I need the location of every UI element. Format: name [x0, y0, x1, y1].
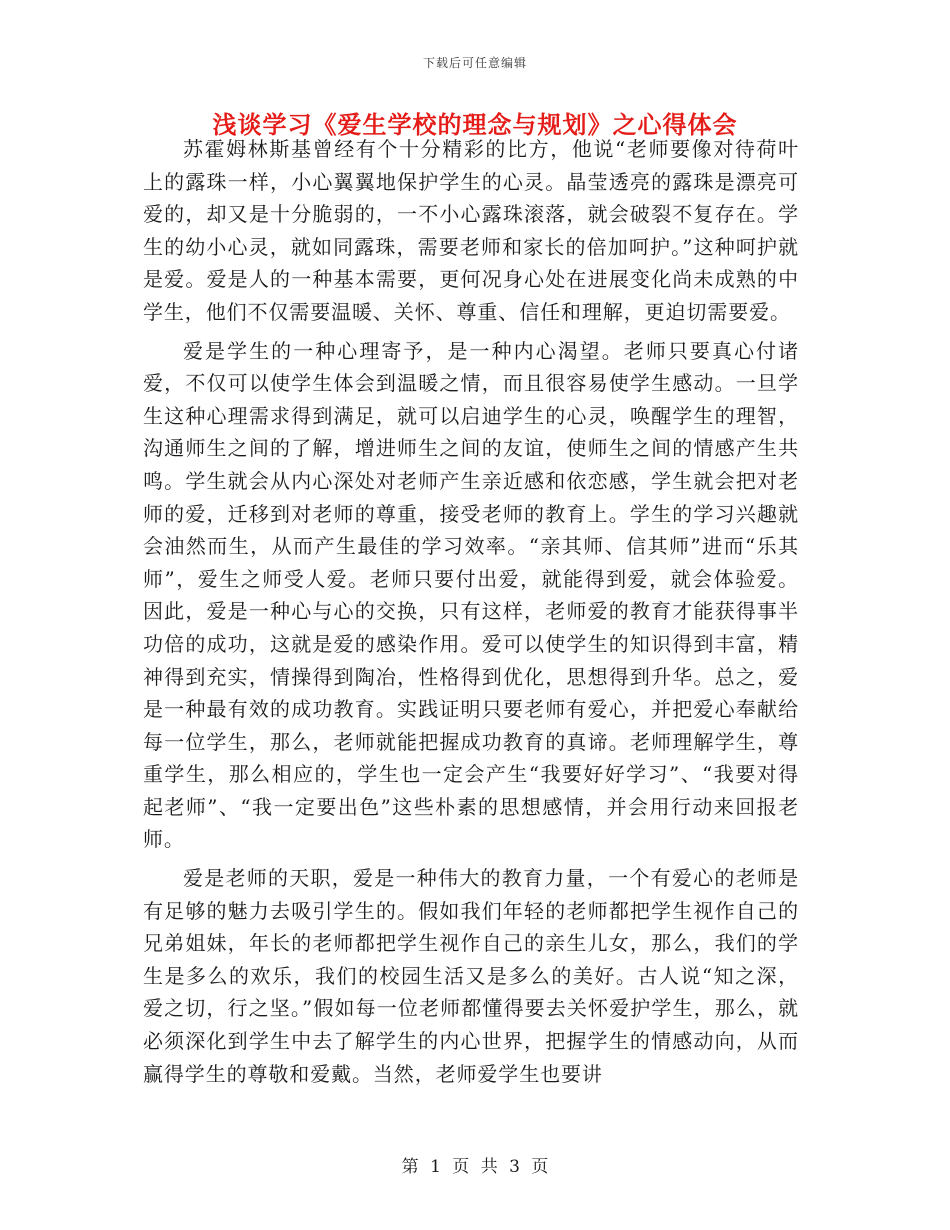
- page-number: 第 1 页 共 3 页: [401, 1157, 549, 1177]
- document-body: [143, 133, 799, 1096]
- paragraph-1: 苏霍姆林斯基曾经有个十分精彩的比方，他说“老师要像对待荷叶上的露珠一样，小心翼翼地保护学生的心灵。晶莹透亮的露珠是漂亮可爱的，却又是十分脆弱的，一不小心露珠滚落，就会破裂不复存在。学生的幼小心灵，就如同露珠，需要老师和家长的倍加呵护。”这种呵护就是爱。爱是人的一种基本需要，更何况身心处在进展变化尚未成熟的中学生，他们不仅需要温暖、关怀、尊重、信任和理解，更迫切需要爱。: [143, 137, 799, 324]
- paragraph-2: 爱是学生的一种心理寄予，是一种内心渴望。老师只要真心付诸爱，不仅可以使学生体会到温暖之情，而且很容易使学生感动。一旦学生这种心理需求得到满足，就可以启迪学生的心灵，唤醒学生的理智，沟通师生之间的了解，增进师生之间的友谊，使师生之间的情感产生共鸣。学生就会从内心深处对老师产生亲近感和依恋感，学生就会把对老师的爱，迁移到对老师的尊重，接受老师的教育上。学生的学习兴趣就会油然而生，从而产生最佳的学习效率。“亲其师、信其师”进而“乐其师”，爱生之师受人爱。老师只要付出爱，就能得到爱，就会体验爱。因此，爱是一种心与心的交换，只有这样，老师爱的教育才能获得事半功倍的成功，这就是爱的感染作用。爱可以使学生的知识得到丰富，精神得到充实，情操得到陶冶，性格得到优化，思想得到升华。总之，爱是一种最有效的成功教育。实践证明只要老师有爱心，并把爱心奉献给每一位学生，那么，老师就能把握成功教育的真谛。老师理解学生，尊重学生，那么相应的，学生也一定会产生“我要好好学习”、“我要对得起老师”、“我一定要出色”这些朴素的思想感情，并会用行动来回报老师。: [143, 338, 799, 852]
- paragraph-3: 爱是老师的天职，爱是一种伟大的教育力量，一个有爱心的老师是有足够的魅力去吸引学生的。假如我们年轻的老师都把学生视作自己的兄弟姐妹，年长的老师都把学生视作自己的亲生儿女，那么，我们的学生是多么的欢乐，我们的校园生活又是多么的美好。古人说“知之深，爱之切，行之坚。”假如每一位老师都懂得要去关怀爱护学生，那么，就必须深化到学生中去了解学生的内心世界，把握学生的情感动向，从而赢得学生的尊敬和爱戴。当然，老师爱学生也要讲: [143, 866, 799, 1086]
- page-header-note: 下载后可任意编辑: [422, 56, 527, 70]
- document-title: 浅谈学习《爱生学校的理念与规划》之心得体会: [212, 110, 738, 139]
